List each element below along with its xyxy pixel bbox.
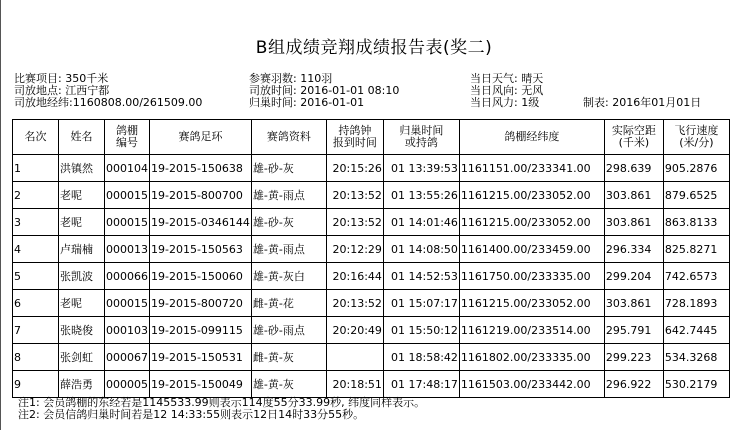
loft-id-cell: 000104 [105,155,150,182]
coordinates-cell: 1161215.00/233052.00 [459,290,604,317]
rank-cell: 1 [13,155,59,182]
name-cell: 老呢 [59,209,105,236]
table-row [13,182,730,209]
clock-time-cell: 20:16:44 [326,263,383,290]
clock-time-cell: 20:15:26 [326,155,383,182]
table-row [13,317,730,344]
return-time-cell: 01 13:39:53 [383,155,459,182]
coordinates-cell: 1161400.00/233459.00 [459,236,604,263]
column-header: 实际空距 (千米) [604,120,663,155]
speed-cell: 863.8133 [663,209,729,236]
wind-direction: 当日风向: 无风 [470,84,544,97]
table-row [13,236,730,263]
return-time-cell: 01 17:48:17 [383,371,459,398]
ring-cell: 19-2015-150060 [150,263,252,290]
table-row [13,209,730,236]
release-location: 司放地点: 江西宁都 [14,84,110,97]
pigeon-info-cell: 雌-黄-花 [251,290,326,317]
speed-cell: 728.1893 [663,290,729,317]
notes [18,397,425,421]
pigeon-info-cell: 雄-砂-灰 [251,209,326,236]
rank-cell: 7 [13,317,59,344]
ring-cell: 19-2015-150638 [150,155,252,182]
rank-cell: 8 [13,344,59,371]
column-header: 鸽棚经纬度 [459,120,604,155]
clock-time-cell: 20:20:49 [326,317,383,344]
clock-time-cell [326,344,383,371]
table-row [13,371,730,398]
name-cell: 张晓俊 [59,317,105,344]
distance-cell: 299.204 [604,263,663,290]
pigeon-info-cell: 雄-黄-灰白 [251,263,326,290]
pigeon-info-cell: 雌-黄-灰 [251,344,326,371]
weather: 当日天气: 晴天 [470,72,544,85]
distance-cell: 296.922 [604,371,663,398]
ring-cell: 19-2015-0346144 [150,209,252,236]
ring-cell: 19-2015-150531 [150,344,252,371]
rank-cell: 4 [13,236,59,263]
name-cell: 老呢 [59,290,105,317]
coordinates-cell: 1161219.00/233514.00 [459,317,604,344]
pigeon-info-cell: 雄-黄-雨点 [251,182,326,209]
pigeon-info-cell: 雄-砂-灰 [251,155,326,182]
speed-cell: 530.2179 [663,371,729,398]
table-row [13,155,730,182]
loft-id-cell: 000015 [105,290,150,317]
loft-id-cell: 000067 [105,344,150,371]
column-header: 归巢时间 或持鸽 [383,120,459,155]
name-cell: 老呢 [59,182,105,209]
ring-cell: 19-2015-150563 [150,236,252,263]
distance-cell: 299.223 [604,344,663,371]
distance-cell: 298.639 [604,155,663,182]
rank-cell: 5 [13,263,59,290]
return-time-cell: 01 13:55:26 [383,182,459,209]
column-header: 名次 [13,120,59,155]
made-date: 制表: 2016年01月01日 [583,96,702,109]
column-header: 持鸽钟 报到时间 [326,120,383,155]
loft-id-cell: 000015 [105,209,150,236]
ring-cell: 19-2015-099115 [150,317,252,344]
clock-time-cell: 20:13:52 [326,182,383,209]
speed-cell: 742.6573 [663,263,729,290]
table-row [13,263,730,290]
clock-time-cell: 20:13:52 [326,209,383,236]
results-table [12,119,730,398]
coordinates-cell: 1161215.00/233052.00 [459,182,604,209]
name-cell: 张剑虹 [59,344,105,371]
name-cell: 卢瑞楠 [59,236,105,263]
table-row [13,344,730,371]
speed-cell: 642.7445 [663,317,729,344]
name-cell: 张凯波 [59,263,105,290]
race-distance: 比赛项目: 350千米 [14,72,109,85]
release-time: 司放时间: 2016-01-01 08:10 [249,84,400,97]
column-header: 赛鸽资料 [251,120,326,155]
speed-cell: 534.3268 [663,344,729,371]
column-header: 鸽棚 编号 [105,120,150,155]
return-time-cell: 01 14:52:53 [383,263,459,290]
distance-cell: 303.861 [604,209,663,236]
loft-id-cell: 000066 [105,263,150,290]
ring-cell: 19-2015-150049 [150,371,252,398]
loft-id-cell: 000015 [105,182,150,209]
speed-cell: 879.6525 [663,182,729,209]
coordinates-cell: 1161503.00/233442.00 [459,371,604,398]
return-time-cell: 01 15:07:17 [383,290,459,317]
coordinates-cell: 1161750.00/233335.00 [459,263,604,290]
distance-cell: 303.861 [604,290,663,317]
pigeon-info-cell: 雄-砂-雨点 [251,317,326,344]
table-header-row [13,120,730,155]
return-time-cell: 01 15:50:12 [383,317,459,344]
speed-cell: 905.2876 [663,155,729,182]
distance-cell: 296.334 [604,236,663,263]
report-title: B组成绩竞翔成绩报告表(奖二) [255,38,493,58]
rank-cell: 2 [13,182,59,209]
coordinates-cell: 1161151.00/233341.00 [459,155,604,182]
coordinates-cell: 1161802.00/233335.00 [459,344,604,371]
rank-cell: 6 [13,290,59,317]
wind-force: 当日风力: 1级 [470,96,540,109]
rank-cell: 3 [13,209,59,236]
column-header: 姓名 [59,120,105,155]
clock-time-cell: 20:12:29 [326,236,383,263]
loft-id-cell: 000103 [105,317,150,344]
name-cell: 洪镇然 [59,155,105,182]
table-row [13,290,730,317]
loft-id-cell: 000005 [105,371,150,398]
distance-cell: 303.861 [604,182,663,209]
page-left-border [0,0,1,430]
note-2: 注2: 会员信鸽归巢时间若是12 14:33:55则表示12日14时33分55秒。 [18,408,365,421]
clock-time-cell: 20:13:52 [326,290,383,317]
pigeon-info-cell: 雄-黄-雨点 [251,236,326,263]
return-date: 归巢时间: 2016-01-01 [249,96,365,109]
note-1: 注1: 会员鸽棚的东经若是1145533.99则表示114度55分33.99秒, 纬度同样表示。 [18,396,426,409]
loft-id-cell: 000013 [105,236,150,263]
pigeon-info-cell: 雄-黄-灰 [251,371,326,398]
distance-cell: 295.791 [604,317,663,344]
info-column-3 [470,73,543,109]
ring-cell: 19-2015-800720 [150,290,252,317]
info-column-1 [14,73,202,109]
column-header: 赛鸽足环 [150,120,252,155]
speed-cell: 825.8271 [663,236,729,263]
return-time-cell: 01 14:08:50 [383,236,459,263]
info-column-2 [249,73,399,109]
ring-cell: 19-2015-800700 [150,182,252,209]
return-time-cell: 01 18:58:42 [383,344,459,371]
column-header: 飞行速度 (米/分) [663,120,729,155]
return-time-cell: 01 14:01:46 [383,209,459,236]
clock-time-cell: 20:18:51 [326,371,383,398]
coordinates-cell: 1161215.00/233052.00 [459,209,604,236]
release-coordinates: 司放地经纬:1160808.00/261509.00 [14,96,203,109]
entry-count: 参赛羽数: 110羽 [249,72,333,85]
name-cell: 薛浩勇 [59,371,105,398]
rank-cell: 9 [13,371,59,398]
